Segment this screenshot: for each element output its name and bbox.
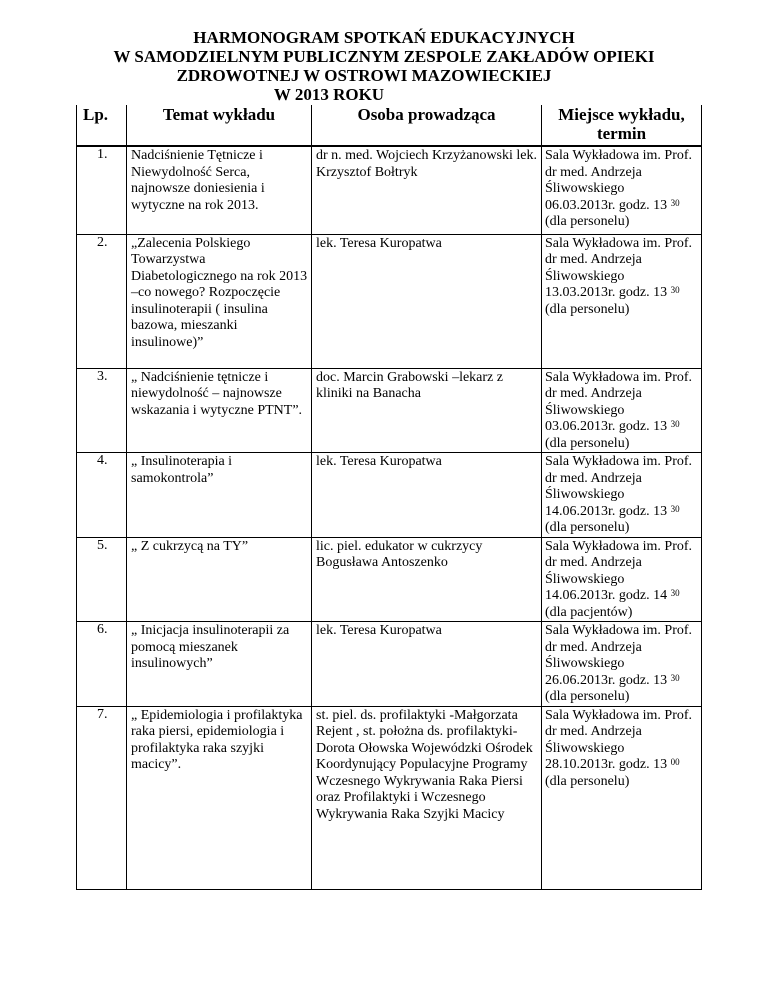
header-person: Osoba prowadząca	[312, 105, 542, 146]
header-topic: Temat wykładu	[127, 105, 312, 146]
row-person: doc. Marcin Grabowski –lekarz z kliniki na Banacha	[312, 368, 542, 453]
title-line-3: ZDROWOTNEJ W OSTROWI MAZOWIECKIEJ	[176, 66, 552, 85]
place-minutes: 00	[670, 757, 680, 767]
title-line-4: W 2013 ROKU	[273, 85, 385, 104]
place-audience: (dla personelu)	[545, 520, 630, 535]
row-lp: 6.	[77, 622, 127, 707]
place-date: 28.10.2013r. godz. 13 $^{00}$	[545, 757, 680, 772]
row-lp: 5.	[77, 537, 127, 622]
row-place	[542, 368, 702, 453]
document-title	[0, 28, 768, 104]
table-row	[77, 622, 702, 707]
table-row	[77, 706, 702, 889]
row-place	[542, 146, 702, 234]
table-row	[77, 146, 702, 234]
table-row	[77, 234, 702, 368]
place-audience: (dla personelu)	[545, 214, 630, 229]
row-topic: „ Nadciśnienie tętnicze i niewydolność – najnowsze wskazania i wytyczne PTNT”.	[127, 368, 312, 453]
place-audience: (dla personelu)	[545, 435, 630, 451]
row-lp: 1.	[77, 146, 127, 234]
place-venue: Sala Wykładowa im. Prof. dr med. Andrzeja Śliwowskiego	[545, 454, 693, 502]
row-person: dr n. med. Wojciech Krzyżanowski lek. Krzysztof Bołtryk	[312, 146, 542, 234]
place-venue: Sala Wykładowa im. Prof. dr med. Andrzeja Śliwowskiego	[545, 369, 693, 418]
row-topic: „ Z cukrzycą na TY”	[127, 537, 312, 622]
place-date: 03.06.2013r. godz. 13 $^{30}$	[545, 419, 680, 434]
row-place	[542, 622, 702, 707]
place-audience: (dla personelu)	[545, 689, 630, 704]
row-place	[542, 234, 702, 368]
place-venue: Sala Wykładowa im. Prof. dr med. Andrzeja Śliwowskiego	[545, 707, 693, 756]
place-date: 06.03.2013r. godz. 13 $^{30}$	[545, 197, 680, 213]
table-row	[77, 453, 702, 538]
row-topic: Nadciśnienie Tętnicze i Niewydolność Serca, najnowsze doniesienia i wytyczne na rok 2013.	[127, 146, 312, 234]
row-person: lic. piel. edukator w cukrzycy Bogusława Antoszenko	[312, 537, 542, 622]
title-line-1: HARMONOGRAM SPOTKAŃ EDUKACYJNYCH	[193, 28, 575, 47]
row-person: lek. Teresa Kuropatwa	[312, 234, 542, 368]
row-topic: „ Inicjacja insulinoterapii za pomocą mieszanek insulinowych”	[127, 622, 312, 707]
header-lp: Lp.	[77, 105, 127, 146]
row-lp: 3.	[77, 368, 127, 453]
place-venue: Sala Wykładowa im. Prof. dr med. Andrzeja Śliwowskiego	[545, 235, 693, 284]
table-header-row	[77, 105, 702, 146]
row-place	[542, 706, 702, 889]
place-audience: (dla personelu)	[545, 301, 630, 317]
place-date: 26.06.2013r. godz. 13 $^{30}$	[545, 672, 680, 688]
place-venue: Sala Wykładowa im. Prof. dr med. Andrzeja Śliwowskiego	[545, 538, 693, 587]
place-audience: (dla pacjentów)	[545, 604, 633, 620]
row-person: lek. Teresa Kuropatwa	[312, 622, 542, 707]
row-person: lek. Teresa Kuropatwa	[312, 453, 542, 538]
place-audience: (dla personelu)	[545, 773, 630, 789]
row-lp: 7.	[77, 706, 127, 889]
place-date: 13.03.2013r. godz. 13 $^{30}$	[545, 285, 680, 300]
table-row	[77, 368, 702, 453]
place-venue: Sala Wykładowa im. Prof. dr med. Andrzeja Śliwowskiego	[545, 623, 693, 671]
place-venue: Sala Wykładowa im. Prof. dr med. Andrzeja Śliwowskiego	[545, 148, 693, 196]
place-minutes: 30	[670, 285, 680, 295]
place-minutes: 30	[670, 197, 680, 208]
row-place	[542, 453, 702, 538]
place-minutes: 30	[670, 503, 680, 514]
row-person: st. piel. ds. profilaktyki -Małgorzata Rejent , st. położna ds. profilaktyki- Dorota Ołowska Wojewódzki Ośrodek Koordynujący Populacyjne Programy Wczesnego Wykrywania Raka Piersi oraz Profilaktyki i Wczesnego Wykrywania Raka Szyjki Macicy	[312, 706, 542, 889]
title-line-2: W SAMODZIELNYM PUBLICZNYM ZESPOLE ZAKŁADÓW OPIEKI	[113, 47, 655, 66]
row-topic: „Zalecenia Polskiego Towarzystwa Diabetologicznego na rok 2013 –co nowego? Rozpoczęcie insulinoterapii ( insulina bazowa, mieszanki insulinowe)”	[127, 234, 312, 368]
place-date: 14.06.2013r. godz. 13 $^{30}$	[545, 503, 680, 519]
place-minutes: 30	[670, 588, 680, 598]
schedule-table	[76, 105, 702, 890]
place-minutes: 30	[670, 672, 680, 683]
row-place	[542, 537, 702, 622]
table-row	[77, 537, 702, 622]
row-topic: „ Insulinoterapia i samokontrola”	[127, 453, 312, 538]
row-topic: „ Epidemiologia i profilaktyka raka piersi, epidemiologia i profilaktyka raka szyjki macicy”.	[127, 706, 312, 889]
row-lp: 4.	[77, 453, 127, 538]
place-date: 14.06.2013r. godz. 14 $^{30}$	[545, 588, 680, 603]
header-place: Miejsce wykładu, termin	[542, 105, 702, 146]
row-lp: 2.	[77, 234, 127, 368]
place-minutes: 30	[670, 419, 680, 429]
